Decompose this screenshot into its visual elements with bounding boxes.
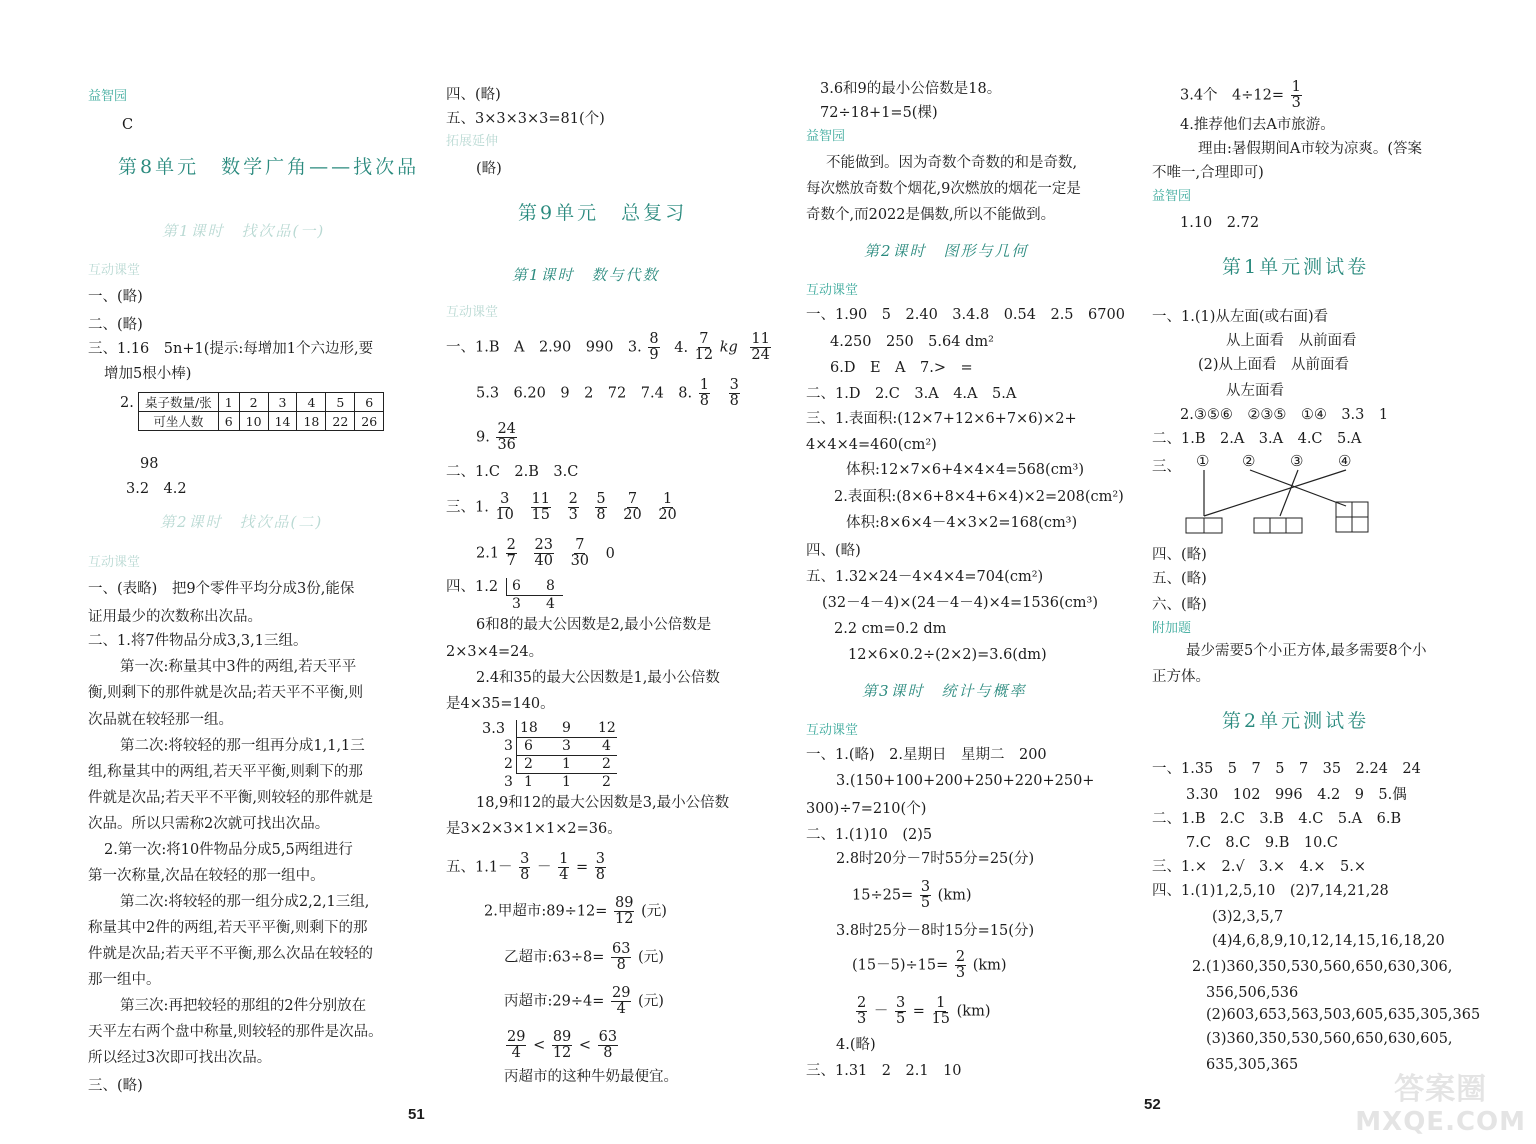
answer-line: 3.2 4.2 bbox=[126, 481, 187, 497]
answer-line: 2.③⑤⑥ ②③⑤ ①④ 3.3 1 bbox=[1180, 407, 1389, 423]
answer-line: 所以经过3次即可找出次品。 bbox=[88, 1050, 272, 1066]
fraction: $\frac{5}{8}$ bbox=[596, 491, 606, 523]
answer-line: 奇数个,而2022是偶数,所以不能做到。 bbox=[806, 207, 1056, 223]
answer-line: 四、(略) bbox=[446, 87, 501, 103]
answer-line: 2.(1)360,350,530,560,650,630,306, bbox=[1192, 959, 1453, 975]
table-cell: 2 bbox=[239, 393, 268, 412]
fraction: $\frac{2}{3}$ bbox=[568, 491, 578, 523]
answer-line: 2×3×4=24。 bbox=[446, 644, 544, 660]
answer-line: 从上面看 从前面看 bbox=[1226, 333, 1357, 349]
section-heading: 益智园 bbox=[88, 89, 128, 104]
fraction: $\frac{2}{3}$ bbox=[955, 949, 966, 981]
fraction: $\frac{3}{8}$ bbox=[595, 851, 605, 883]
table-cell: 22 bbox=[326, 412, 355, 431]
test-title: 第2单元测试卷 bbox=[1222, 710, 1370, 732]
answer-line: 从左面看 bbox=[1226, 383, 1284, 399]
fraction: $\frac{1}{15}$ bbox=[931, 995, 951, 1027]
answer-line: 3.(150+100+200+250+220+250+ bbox=[836, 773, 1095, 789]
answer-text: 15÷25= bbox=[852, 887, 914, 904]
fraction: $\frac{2}{3}$ bbox=[857, 995, 867, 1027]
fraction: $\frac{11}{15}$ bbox=[531, 491, 550, 523]
answer-line: 二、1.D 2.C 3.A 4.A 5.A bbox=[806, 386, 1017, 402]
fraction: $\frac{7}{30}$ bbox=[570, 537, 590, 569]
answer-line: (2)603,653,563,503,605,635,305,365 bbox=[1206, 1007, 1481, 1023]
answer-line: 是3×2×3×1×1×2=36。 bbox=[446, 821, 622, 837]
answer-line: 98 bbox=[140, 456, 159, 472]
answer-line: 3.6和9的最小公倍数是18。 bbox=[820, 81, 1002, 97]
answer-text: 0 bbox=[605, 545, 615, 562]
table-cell: 3 bbox=[268, 393, 297, 412]
table-cell: 5 bbox=[326, 393, 355, 412]
answer-line bbox=[852, 880, 972, 911]
answer-line: 第二次:将较轻的那一组分成2,2,1三组, bbox=[120, 894, 370, 910]
answer-line: 4.250 250 5.64 dm² bbox=[830, 334, 994, 350]
answer-line bbox=[446, 492, 679, 523]
answer-line: 四、(略) bbox=[1152, 547, 1207, 563]
lesson-title: 第1课时 数与代数 bbox=[512, 266, 660, 284]
fraction: $\frac{8}{9}$ bbox=[649, 331, 659, 363]
answer-line: 18,9和12的最大公因数是3,最小公倍数 bbox=[476, 795, 730, 811]
section-heading: 互动课堂 bbox=[88, 263, 141, 278]
fraction: $\frac{29}{4}$ bbox=[507, 1029, 526, 1061]
answer-line: 丙超市的这种牛奶最便宜。 bbox=[504, 1069, 678, 1085]
answer-line: 五、(略) bbox=[1152, 571, 1207, 587]
answer-text: － bbox=[537, 859, 552, 876]
table-cell: 1 bbox=[218, 393, 239, 412]
answer-text: (km) bbox=[937, 887, 972, 904]
answer-line bbox=[1180, 80, 1304, 111]
fraction: $\frac{2}{7}$ bbox=[506, 537, 516, 569]
answer-line: 最少需要5个小正方体,最多需要8个小 bbox=[1186, 643, 1427, 659]
fraction: $\frac{11}{24}$ bbox=[751, 331, 770, 363]
answer-line bbox=[476, 422, 519, 453]
answer-line: (3)2,3,5,7 bbox=[1212, 909, 1284, 925]
answer-line: 4.(略) bbox=[836, 1037, 876, 1053]
fraction: $\frac{1}{8}$ bbox=[699, 377, 709, 409]
answer-line: 五、3×3×3×3=81(个) bbox=[446, 111, 605, 127]
answer-line: 二、1.C 2.B 3.C bbox=[446, 464, 579, 480]
answer-line: 3.8时25分－8时15分=15(分) bbox=[836, 923, 1035, 939]
answer-text: 9. bbox=[476, 429, 490, 446]
answer-line: 2.表面积:(8×6+8×4+6×4)×2=208(cm²) bbox=[834, 489, 1124, 505]
answer-line: 12×6×0.2÷(2×2)=3.6(dm) bbox=[848, 647, 1047, 663]
answer-line: 不能做到。因为奇数个奇数的和是奇数, bbox=[826, 155, 1078, 171]
answer-text: 2.甲超市:89÷12= bbox=[484, 903, 608, 920]
answer-line: 4.推荐他们去A市旅游。 bbox=[1180, 117, 1335, 133]
answer-line: 三、(略) bbox=[88, 1078, 143, 1094]
fraction: $\frac{7}{12}$ bbox=[694, 331, 714, 363]
answer-line bbox=[854, 996, 990, 1027]
answer-text: 4. bbox=[674, 339, 689, 356]
answer-line: 那一组中。 bbox=[88, 972, 161, 988]
answer-line: 三、1.31 2 2.1 10 bbox=[806, 1063, 962, 1079]
answer-line: 72÷18+1=5(棵) bbox=[820, 105, 938, 121]
answer-text: = bbox=[912, 1003, 925, 1020]
page-number: 52 bbox=[1144, 1096, 1161, 1113]
table-cell: 桌子数量/张 bbox=[139, 393, 219, 412]
answer-line: 二、1.B 2.C 3.B 4.C 5.A 6.B bbox=[1152, 811, 1402, 827]
answer-line: 一、1.(1)从左面(或右面)看 bbox=[1152, 309, 1329, 325]
answer-text: (km) bbox=[972, 957, 1007, 974]
answer-line: 体积:12×7×6+4×4×4=568(cm³) bbox=[846, 462, 1085, 478]
answer-line bbox=[504, 986, 664, 1017]
answer-text: (元) bbox=[638, 949, 664, 966]
table-cell: 26 bbox=[355, 412, 384, 431]
answer-line: 二、1.(1)10 (2)5 bbox=[806, 827, 933, 843]
table-cell: 6 bbox=[218, 412, 239, 431]
answer-line bbox=[446, 852, 608, 883]
fraction: $\frac{23}{40}$ bbox=[534, 537, 553, 569]
answer-text: － bbox=[873, 1003, 889, 1020]
answer-line bbox=[476, 538, 615, 569]
table-row bbox=[139, 412, 384, 431]
section-heading: 附加题 bbox=[1152, 621, 1192, 636]
lesson-title: 第2课时 找次品(二) bbox=[160, 513, 324, 531]
answer-line: 证用最少的次数称出次品。 bbox=[88, 609, 262, 625]
answer-line bbox=[446, 332, 773, 363]
section-heading: 互动课堂 bbox=[446, 305, 499, 320]
answer-text: 5.3 6.20 9 2 72 7.4 8. bbox=[476, 385, 693, 402]
fraction: $\frac{3}{5}$ bbox=[895, 995, 906, 1027]
answer-line: 不唯一,合理即可) bbox=[1152, 165, 1264, 181]
fraction: $\frac{3}{8}$ bbox=[729, 377, 739, 409]
circle-label: ③ bbox=[1290, 452, 1304, 470]
answer-line: 三、1.表面积:(12×7+12×6+7×6)×2+ bbox=[806, 411, 1077, 427]
answer-line: 二、1.将7件物品分成3,3,1三组。 bbox=[88, 633, 308, 649]
answer-line: (32－4－4)×(24－4－4)×4=1536(cm³) bbox=[822, 595, 1099, 611]
answer-text: kg bbox=[719, 339, 738, 356]
answer-line: (2)从上面看 从前面看 bbox=[1198, 357, 1350, 373]
answer-text: 乙超市:63÷8= bbox=[504, 949, 605, 966]
answer-text: 五、1.1－ bbox=[446, 859, 513, 876]
answer-line: 6.D E A 7.> = bbox=[830, 360, 973, 376]
answer-line: 第二次:将较轻的那一组再分成1,1,1三 bbox=[120, 738, 365, 754]
matching-diagram bbox=[1180, 452, 1380, 542]
fraction: $\frac{89}{12}$ bbox=[552, 1029, 572, 1061]
answer-line bbox=[476, 378, 742, 409]
answer-line: 300)÷7=210(个) bbox=[806, 801, 927, 817]
table-cell: 14 bbox=[268, 412, 297, 431]
fraction: $\frac{3}{8}$ bbox=[520, 851, 530, 883]
answer-line: (4)4,6,8,9,10,12,14,15,16,18,20 bbox=[1212, 933, 1445, 949]
table-cell: 10 bbox=[239, 412, 268, 431]
table-cell: 6 bbox=[355, 393, 384, 412]
fraction: $\frac{7}{20}$ bbox=[623, 491, 642, 523]
answer-line: 一、(表略) 把9个零件平均分成3份,能保 bbox=[88, 581, 355, 597]
fraction: $\frac{3}{5}$ bbox=[920, 879, 931, 911]
test-title: 第1单元测试卷 bbox=[1222, 256, 1370, 278]
section-heading: 拓展延伸 bbox=[446, 134, 499, 149]
section-heading: 互动课堂 bbox=[806, 283, 859, 298]
answer-line: 六、(略) bbox=[1152, 597, 1207, 613]
answer-text: (15－5)÷15= bbox=[852, 957, 949, 974]
answer-line: 4×4×4=460(cm²) bbox=[806, 437, 937, 453]
section-heading: 益智园 bbox=[1152, 189, 1192, 204]
unit-title: 第8单元 数学广角——找次品 bbox=[118, 156, 420, 178]
answer-line: (略) bbox=[476, 161, 502, 177]
lesson-title: 第1课时 找次品(一) bbox=[162, 222, 326, 240]
answer-line bbox=[484, 896, 667, 927]
section-heading: 互动课堂 bbox=[88, 555, 141, 570]
answer-text: 四、1.2 bbox=[446, 579, 499, 595]
answer-line: 理由:暑假期间A市较为凉爽。(答案 bbox=[1198, 141, 1423, 157]
fraction: $\frac{3}{10}$ bbox=[495, 491, 514, 523]
answer-text: = bbox=[575, 859, 589, 876]
answer-text: < bbox=[578, 1037, 592, 1054]
answer-text: 3.4个 4÷12= bbox=[1180, 87, 1285, 104]
answer-line: 次品。所以只需称2次就可找出次品。 bbox=[88, 816, 330, 832]
table-cell: 可坐人数 bbox=[139, 412, 219, 431]
answer-line: 件就是次品;若天平不平衡,那么次品在较轻的 bbox=[88, 946, 373, 962]
fraction: $\frac{1}{20}$ bbox=[658, 491, 677, 523]
answer-line: 2.2 cm=0.2 dm bbox=[834, 621, 947, 637]
answer-line: (3)360,350,530,560,650,630,605, bbox=[1206, 1031, 1453, 1047]
table-cell: 4 bbox=[297, 393, 326, 412]
answer-text: 一、1.B A 2.90 990 3. bbox=[446, 339, 642, 356]
fraction: $\frac{1}{4}$ bbox=[559, 851, 569, 883]
circle-label: ④ bbox=[1338, 452, 1352, 470]
page-number: 51 bbox=[408, 1106, 425, 1123]
answer-line: 3.30 102 996 4.2 9 5.偶 bbox=[1186, 787, 1407, 803]
answer-text: 三、1. bbox=[446, 499, 489, 516]
answer-text: (元) bbox=[638, 993, 664, 1010]
answer-line: 一、1.90 5 2.40 3.4.8 0.54 2.5 6700 bbox=[806, 307, 1125, 323]
answer-line: C bbox=[122, 117, 134, 133]
answer-line: 一、1.(略) 2.星期日 星期二 200 bbox=[806, 747, 1047, 763]
answer-line: 635,305,365 bbox=[1206, 1057, 1299, 1073]
answer-line: 次品就在较轻那一组。 bbox=[88, 712, 233, 728]
answer-line: 天平左右两个盘中称量,则较轻的那件是次品。 bbox=[88, 1024, 383, 1040]
answer-line: 2.8时20分－7时55分=25(分) bbox=[836, 851, 1035, 867]
answer-line: 正方体。 bbox=[1152, 669, 1210, 685]
answer-line: 三、1.× 2.√ 3.× 4.× 5.× bbox=[1152, 859, 1367, 875]
answer-text: (km) bbox=[956, 1003, 991, 1020]
answer-line: 每次燃放奇数个烟花,9次燃放的烟花一定是 bbox=[806, 181, 1081, 197]
answer-line: 2.4和35的最大公因数是1,最小公倍数 bbox=[476, 670, 720, 686]
answer-line: 增加5根小棒) bbox=[104, 366, 192, 382]
fraction: $\frac{63}{8}$ bbox=[598, 1029, 618, 1061]
answer-line bbox=[852, 950, 1007, 981]
circle-label: ② bbox=[1242, 452, 1256, 470]
answer-line: 7.C 8.C 9.B 10.C bbox=[1186, 835, 1339, 851]
section-heading: 益智园 bbox=[806, 129, 846, 144]
answer-line: 3.3 bbox=[482, 721, 506, 737]
answer-line: 组,称量其中的两组,若天平平衡,则剩下的那 bbox=[88, 764, 363, 780]
answer-line: 第一次称量,次品在较轻的那一组中。 bbox=[88, 868, 325, 884]
fraction: $\frac{1}{3}$ bbox=[1291, 79, 1301, 111]
answer-line: 衡,则剩下的那件就是次品;若天平不平衡,则 bbox=[88, 685, 364, 701]
answer-line: 体积:8×6×4－4×3×2=168(cm³) bbox=[846, 515, 1078, 531]
answer-line: 2. bbox=[120, 395, 134, 411]
answer-line: 件就是次品;若天平不平衡,则较轻的那件就是 bbox=[88, 790, 373, 806]
answer-line: 四、(略) bbox=[806, 543, 861, 559]
fraction: $\frac{24}{36}$ bbox=[497, 421, 516, 453]
table-row bbox=[139, 393, 384, 412]
answer-line bbox=[504, 942, 664, 973]
answer-text: 丙超市:29÷4= bbox=[504, 993, 605, 1010]
answer-line: 第一次:称量其中3件的两组,若天平平 bbox=[120, 659, 357, 675]
answer-line: 三、1.16 5n+1(提示:每增加1个六边形,要 bbox=[88, 341, 374, 357]
answer-line: 2.第一次:将10件物品分成5,5两组进行 bbox=[104, 842, 353, 858]
answer-line: 二、1.B 2.A 3.A 4.C 5.A bbox=[1152, 431, 1362, 447]
circle-label: ① bbox=[1196, 452, 1210, 470]
answer-line: 五、1.32×24－4×4×4=704(cm²) bbox=[806, 569, 1044, 585]
answer-line: 一、1.35 5 7 5 7 35 2.24 24 bbox=[1152, 761, 1421, 777]
answer-text: < bbox=[533, 1037, 546, 1054]
unit-title: 第9单元 总复习 bbox=[518, 202, 688, 224]
answer-text: 2.1 bbox=[476, 545, 500, 562]
answer-line: 第三次:再把较轻的那组的2件分别放在 bbox=[120, 998, 367, 1014]
answer-line: 四、1.(1)1,2,5,10 (2)7,14,21,28 bbox=[1152, 883, 1389, 899]
answer-line: 一、(略) bbox=[88, 289, 143, 305]
lesson-title: 第2课时 图形与几何 bbox=[864, 242, 1029, 260]
lesson-title: 第3课时 统计与概率 bbox=[862, 682, 1027, 700]
answer-line: 三、 bbox=[1152, 459, 1181, 475]
answer-line: 6和8的最大公因数是2,最小公倍数是 bbox=[476, 617, 712, 633]
data-table bbox=[138, 392, 384, 431]
answer-line: 1.10 2.72 bbox=[1180, 215, 1260, 231]
answer-line: 是4×35=140。 bbox=[446, 696, 555, 712]
answer-line: 称量其中2件的两组,若天平平衡,则剩下的那 bbox=[88, 920, 368, 936]
answer-line: 二、(略) bbox=[88, 317, 143, 333]
watermark-logo: 答案圈 MXQE.COM bbox=[1355, 1072, 1526, 1137]
answer-line bbox=[446, 578, 498, 596]
answer-text: (元) bbox=[641, 903, 667, 920]
answer-line: 356,506,536 bbox=[1206, 985, 1299, 1001]
fraction: $\frac{29}{4}$ bbox=[611, 985, 631, 1017]
fraction: $\frac{89}{12}$ bbox=[615, 895, 634, 927]
section-heading: 互动课堂 bbox=[806, 723, 859, 738]
fraction: $\frac{63}{8}$ bbox=[611, 941, 631, 973]
answer-line bbox=[504, 1030, 620, 1061]
table-cell: 18 bbox=[297, 412, 326, 431]
